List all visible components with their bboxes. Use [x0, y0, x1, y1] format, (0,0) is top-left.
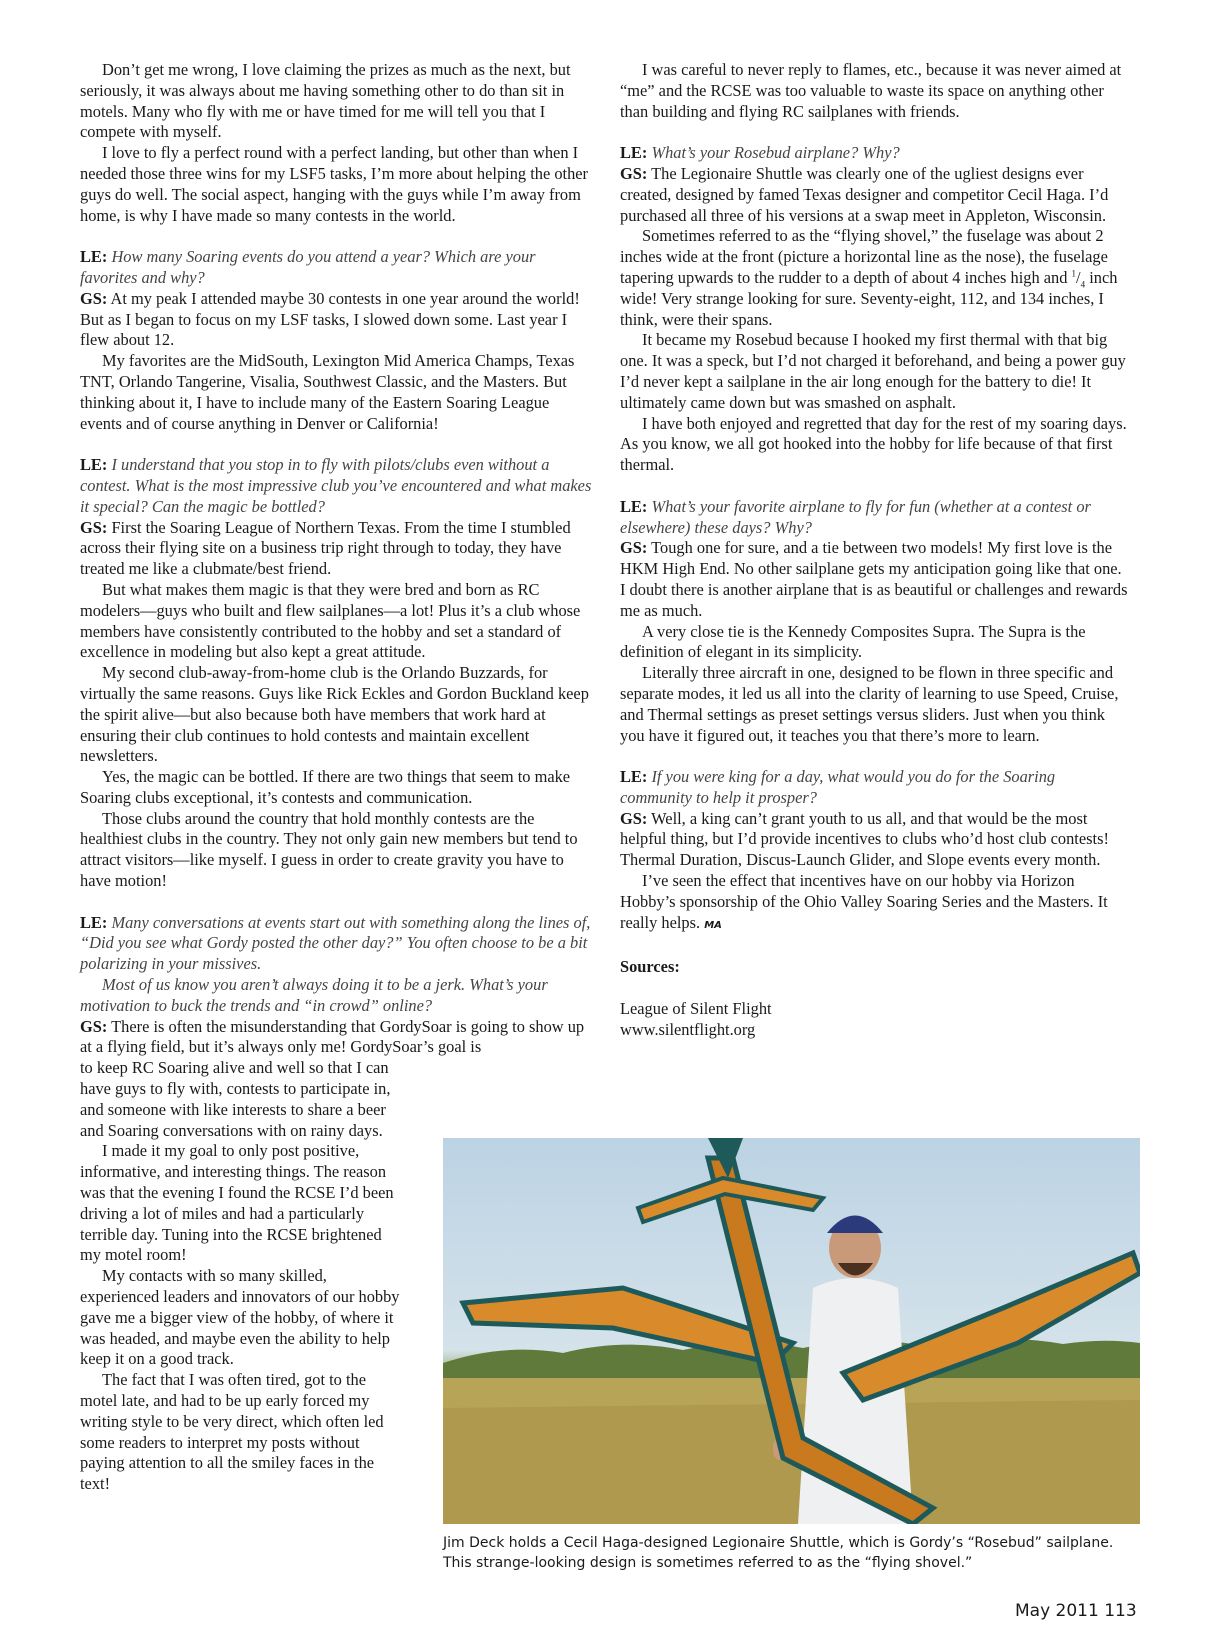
page-folio: May 2011 113 [1015, 1601, 1137, 1621]
paragraph: Those clubs around the country that hold monthly contests are the healthiest clubs in the country. They not only gain new members but tend to attract visitors—like myself. I guess in order to create gravity you have to have motion! [80, 808, 578, 891]
question [80, 455, 592, 517]
question [80, 913, 592, 975]
paragraph: I love to fly a perfect round with a perfect landing, but other than when I needed those three wins for my LSF5 tasks, I’m more about helping the other guys do well. The social aspect, hanging with the guys while I’m away from home, is why I have made so many contests in the world. [80, 143, 588, 225]
paragraph: My contacts with so many skilled, experienced leaders and innovators of our hobby gave me a bigger view of the hobby, of where it was headed, and maybe even the ability to help keep it on a good track. [80, 1266, 400, 1369]
paragraph: A very close tie is the Kennedy Composites Supra. The Supra is the definition of elegant in its simplicity. [620, 621, 1086, 662]
paragraph: I made it my goal to only post positive, informative, and interesting things. The reason was that the evening I found the RCSE I’d been driving a lot of miles and had a particularly terrible day. Tuning into the RCSE brightened my motel room! [80, 1141, 394, 1265]
speaker-tag: GS: [80, 517, 108, 537]
paragraph-text: I’ve seen the effect that incentives have on our hobby via Horizon Hobby’s sponsorship of the Ohio Valley Soaring Series and the Masters. It really helps. [620, 871, 1108, 932]
paragraph: I was careful to never reply to flames, etc., because it was never aimed at “me” and the RCSE was too valuable to waste its space on anything other than building and flying RC sailplanes with friends. [620, 60, 1122, 121]
paragraph: Don’t get me wrong, I love claiming the prizes as much as the next, but seriously, it was always about me having something other to do than sit in motels. Many who fly with me or have timed for me will tell you that I compete with myself. [80, 60, 571, 142]
answer-text: At my peak I attended maybe 30 contests in one year around the world! But as I began to focus on my LSF tasks, I slowed down some. Last year I flew about 12. [80, 288, 580, 350]
speaker-tag: GS: [80, 288, 108, 308]
speaker-tag: GS: [620, 538, 648, 558]
question [620, 143, 1130, 164]
sailplane-photo [443, 1138, 1140, 1524]
answer-text: Well, a king can’t grant youth to us all, and that would be the most helpful thing, but I’d provide incentives to clubs who’d host club contests! Thermal Duration, Discus-Launch Glider, and Slope events every month. [620, 808, 1109, 870]
speaker-tag: LE: [620, 767, 648, 787]
fraction-denominator: 4 [1080, 279, 1086, 290]
answer [80, 289, 592, 351]
paragraph: I have both enjoyed and regretted that day for the rest of my soaring days. As you know, we all got hooked into the hobby for life because of that first thermal. [620, 413, 1127, 475]
speaker-tag: LE: [80, 912, 108, 932]
speaker-tag: LE: [80, 247, 108, 267]
question [620, 767, 1130, 809]
question-text: What’s your Rosebud airplane? Why? [651, 143, 900, 163]
question-text: I understand that you stop in to fly with pilots/clubs even without a contest. What is the most impressive club you’ve encountered and what makes it special? Can the magic be bottled? [80, 455, 592, 516]
paragraph [620, 871, 1130, 936]
paragraph-text: Sometimes referred to as the “flying shovel,” the fuselage was about 2 inches wide at the front (picture a horizontal line as the nose), the fuselage tapering upwards to the rudder to a depth of about 4 inches high and [620, 226, 1108, 287]
paragraph: Literally three aircraft in one, designed to be flown in three specific and separate modes, it led us all into the clarity of learning to use Speed, Cruise, and Thermal settings as preset settings versus sliders. Just when you think you have it figured out, it teaches you that there’s more to learn. [620, 663, 1119, 745]
paragraph: to keep RC Soaring alive and well so that I can have guys to fly with, contests to participate in, and someone with like interests to share a beer and Soaring conversations with on rainy days. [80, 1058, 391, 1140]
answer-text: Tough one for sure, and a tie between two models! My first love is the HKM High End. No other sailplane gets my anticipation going like that one. I doubt there is another airplane that is as beautiful or challenges and rewards me as much. [620, 538, 1128, 620]
question-text: What’s your favorite airplane to fly for fun (whether at a contest or elsewhere) these days? Why? [620, 496, 1091, 537]
answer [620, 164, 1130, 226]
answer-text: There is often the misunderstanding that GordySoar is going to show up at a flying field, but it’s always only me! GordySoar’s goal is [80, 1016, 585, 1057]
paragraph: Sometimes referred to as the “flying shovel,” the fuselage was about 2 inches wide at the front (picture a horizontal line as the nose), the fuselage tapering upwards to the rudder to a depth of about 4 inches high and $^1/_4$ inch wide! Very strange looking for sure. Seventy-eight, 112, and 134 inches, I think, were their spans. [620, 226, 1118, 329]
answer-text: The Legionaire Shuttle was clearly one of the ugliest designs ever created, designed by famed Texas designer and competitor Cecil Haga. I’d purchased all three of his versions at a swap meet in Appleton, Wisconsin. [620, 163, 1109, 225]
speaker-tag: GS: [80, 1016, 108, 1036]
speaker-tag: GS: [620, 808, 648, 828]
right-column [620, 60, 1130, 1040]
end-mark: MA [704, 919, 722, 931]
answer [620, 538, 1130, 621]
paragraph: But what makes them magic is that they were bred and born as RC modelers—guys who built and flew sailplanes—a lot! Plus it’s a club whose members have consistently contributed to the hobby and set a standard of excellence in modeling but also kept a great attitude. [80, 579, 581, 662]
paragraph: It became my Rosebud because I hooked my first thermal with that big one. It was a speck, but I’d not charged it beforehand, and being a power guy I’d never kept a sailplane in the air long enough for the battery to die! It ultimately came down but was smashed on asphalt. [620, 330, 1126, 412]
sources-heading: Sources: [620, 957, 680, 977]
source-name: League of Silent Flight [620, 998, 772, 1018]
question-continued [80, 975, 592, 1017]
answer [80, 1017, 592, 1059]
speaker-tag: LE: [620, 496, 648, 516]
question-text: Most of us know you aren’t always doing it to be a jerk. What’s your motivation to buck the trends and “in crowd” online? [80, 975, 548, 1015]
photo-caption: Jim Deck holds a Cecil Haga-designed Legionaire Shuttle, which is Gordy’s “Rosebud” sailplane. This strange-looking design is sometimes referred to as the “flying shovel.” [443, 1535, 1114, 1571]
fraction-numerator: 1 [1071, 268, 1077, 279]
answer [620, 809, 1130, 871]
paragraph: My second club-away-from-home club is the Orlando Buzzards, for virtually the same reasons. Guys like Rick Eckles and Gordon Buckland keep the spirit alive—but also because both have members that work hard at ensuring their club continues to hold contests and maintain excellent newsletters. [80, 663, 589, 766]
question [80, 247, 592, 289]
paragraph: My favorites are the MidSouth, Lexington Mid America Champs, Texas TNT, Orlando Tangerine, Visalia, Southwest Classic, and the Masters. But thinking about it, I have to include many of the Eastern Soaring League events and of course anything in Denver or California! [80, 351, 575, 433]
answer-text: First the Soaring League of Northern Texas. From the time I stumbled across their flying site on a business trip right through to today, they have treated me like a clubmate/best friend. [80, 517, 571, 579]
question-text: If you were king for a day, what would you do for the Soaring community to help it prosper? [620, 767, 1056, 807]
question-text: Many conversations at events start out with something along the lines of, “Did you see what Gordy posted the other day?” You often choose to be a bit polarizing in your missives. [80, 912, 591, 974]
question [620, 497, 1130, 539]
paragraph: The fact that I was often tired, got to the motel late, and had to be up early forced my writing style to be very direct, which often led some readers to interpret my posts without paying attention to all the smiley faces in the text! [80, 1370, 384, 1494]
answer [80, 518, 592, 580]
speaker-tag: GS: [620, 163, 648, 183]
paragraph-text: inch wide! Very strange looking for sure. Seventy-eight, 112, and 134 inches, I think, were their spans. [620, 267, 1118, 329]
paragraph: Yes, the magic can be bottled. If there are two things that seem to make Soaring clubs exceptional, it’s contests and communication. [80, 767, 571, 807]
speaker-tag: LE: [80, 455, 108, 475]
source-url[interactable]: www.silentflight.org [620, 1019, 756, 1039]
sailplane-illustration [443, 1138, 1140, 1524]
speaker-tag: LE: [620, 143, 648, 163]
question-text: How many Soaring events do you attend a year? Which are your favorites and why? [80, 247, 536, 287]
person-cap [827, 1216, 883, 1234]
